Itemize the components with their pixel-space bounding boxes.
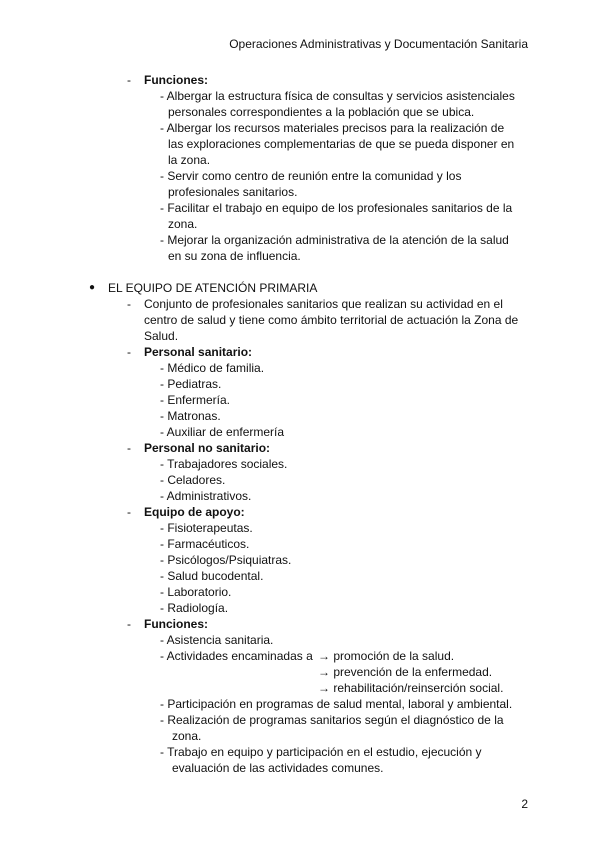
list-item: - Albergar la estructura física de consultas y servicios asistenciales bbox=[160, 89, 515, 103]
list-item: - Mejorar la organización administrativa de la atención de la salud bbox=[160, 233, 509, 247]
intro-text: Salud. bbox=[144, 329, 179, 343]
arrow-item: → rehabilitación/reinserción social. bbox=[318, 681, 504, 695]
list-item-cont: zona. bbox=[168, 217, 198, 231]
list-item-cont: zona. bbox=[172, 729, 202, 743]
dash-marker: - bbox=[127, 617, 131, 631]
list-item-cont: profesionales sanitarios. bbox=[168, 185, 298, 199]
dash-marker: - bbox=[127, 297, 131, 311]
list-item: - Asistencia sanitaria. bbox=[160, 633, 274, 647]
list-item: - Servir como centro de reunión entre la comunidad y los bbox=[160, 169, 462, 183]
list-item: - Auxiliar de enfermería bbox=[160, 425, 285, 439]
list-item: - Médico de familia. bbox=[160, 361, 265, 375]
bullet-icon: ● bbox=[89, 282, 96, 293]
list-item: - Albergar los recursos materiales precisos para la realización de bbox=[160, 121, 505, 135]
page-number: 2 bbox=[521, 797, 528, 811]
list-item: - Celadores. bbox=[160, 473, 226, 487]
funciones-title: Funciones: bbox=[144, 73, 209, 87]
dash-marker: - bbox=[127, 73, 131, 87]
list-item: - Trabajadores sociales. bbox=[160, 457, 288, 471]
list-item: - Fisioterapeutas. bbox=[160, 521, 253, 535]
page-header: Operaciones Administrativas y Documentación Sanitaria bbox=[229, 37, 528, 51]
funciones2-title: Funciones: bbox=[144, 617, 209, 631]
equipo-apoyo-title: Equipo de apoyo: bbox=[144, 505, 245, 519]
list-item: - Enfermería. bbox=[160, 393, 231, 407]
list-item-cont: evaluación de las actividades comunes. bbox=[172, 761, 384, 775]
list-item: - Realización de programas sanitarios según el diagnóstico de la bbox=[160, 713, 504, 727]
list-item-cont: las exploraciones complementarias de que se pueda disponer en bbox=[168, 137, 515, 151]
list-item: - Salud bucodental. bbox=[160, 569, 264, 583]
arrow-item: → promoción de la salud. bbox=[318, 649, 455, 663]
list-item: - Facilitar el trabajo en equipo de los profesionales sanitarios de la bbox=[160, 201, 513, 215]
list-item: - Farmacéuticos. bbox=[160, 537, 250, 551]
list-item: - Pediatras. bbox=[160, 377, 222, 391]
list-item: - Radiología. bbox=[160, 601, 229, 615]
list-item: - Actividades encaminadas a bbox=[160, 649, 313, 663]
intro-text: Conjunto de profesionales sanitarios que realizan su actividad en el bbox=[144, 297, 503, 311]
dash-marker: - bbox=[127, 505, 131, 519]
list-item-cont: personales correspondientes a la población que se ubica. bbox=[168, 105, 475, 119]
arrow-item: → prevención de la enfermedad. bbox=[318, 665, 493, 679]
list-item: - Laboratorio. bbox=[160, 585, 232, 599]
personal-no-sanitario-title: Personal no sanitario: bbox=[144, 441, 271, 455]
list-item: - Participación en programas de salud mental, laboral y ambiental. bbox=[160, 697, 513, 711]
dash-marker: - bbox=[127, 441, 131, 455]
intro-text: centro de salud y tiene como ámbito territorial de actuación la Zona de bbox=[144, 313, 519, 327]
list-item-cont: en su zona de influencia. bbox=[168, 249, 301, 263]
list-item: - Trabajo en equipo y participación en el estudio, ejecución y bbox=[160, 745, 482, 759]
personal-sanitario-title: Personal sanitario: bbox=[144, 345, 253, 359]
list-item-cont: la zona. bbox=[168, 153, 211, 167]
list-item: - Psicólogos/Psiquiatras. bbox=[160, 553, 292, 567]
list-item: - Matronas. bbox=[160, 409, 221, 423]
list-item: - Administrativos. bbox=[160, 489, 252, 503]
dash-marker: - bbox=[127, 345, 131, 359]
section-title: EL EQUIPO DE ATENCIÓN PRIMARIA bbox=[108, 281, 318, 295]
